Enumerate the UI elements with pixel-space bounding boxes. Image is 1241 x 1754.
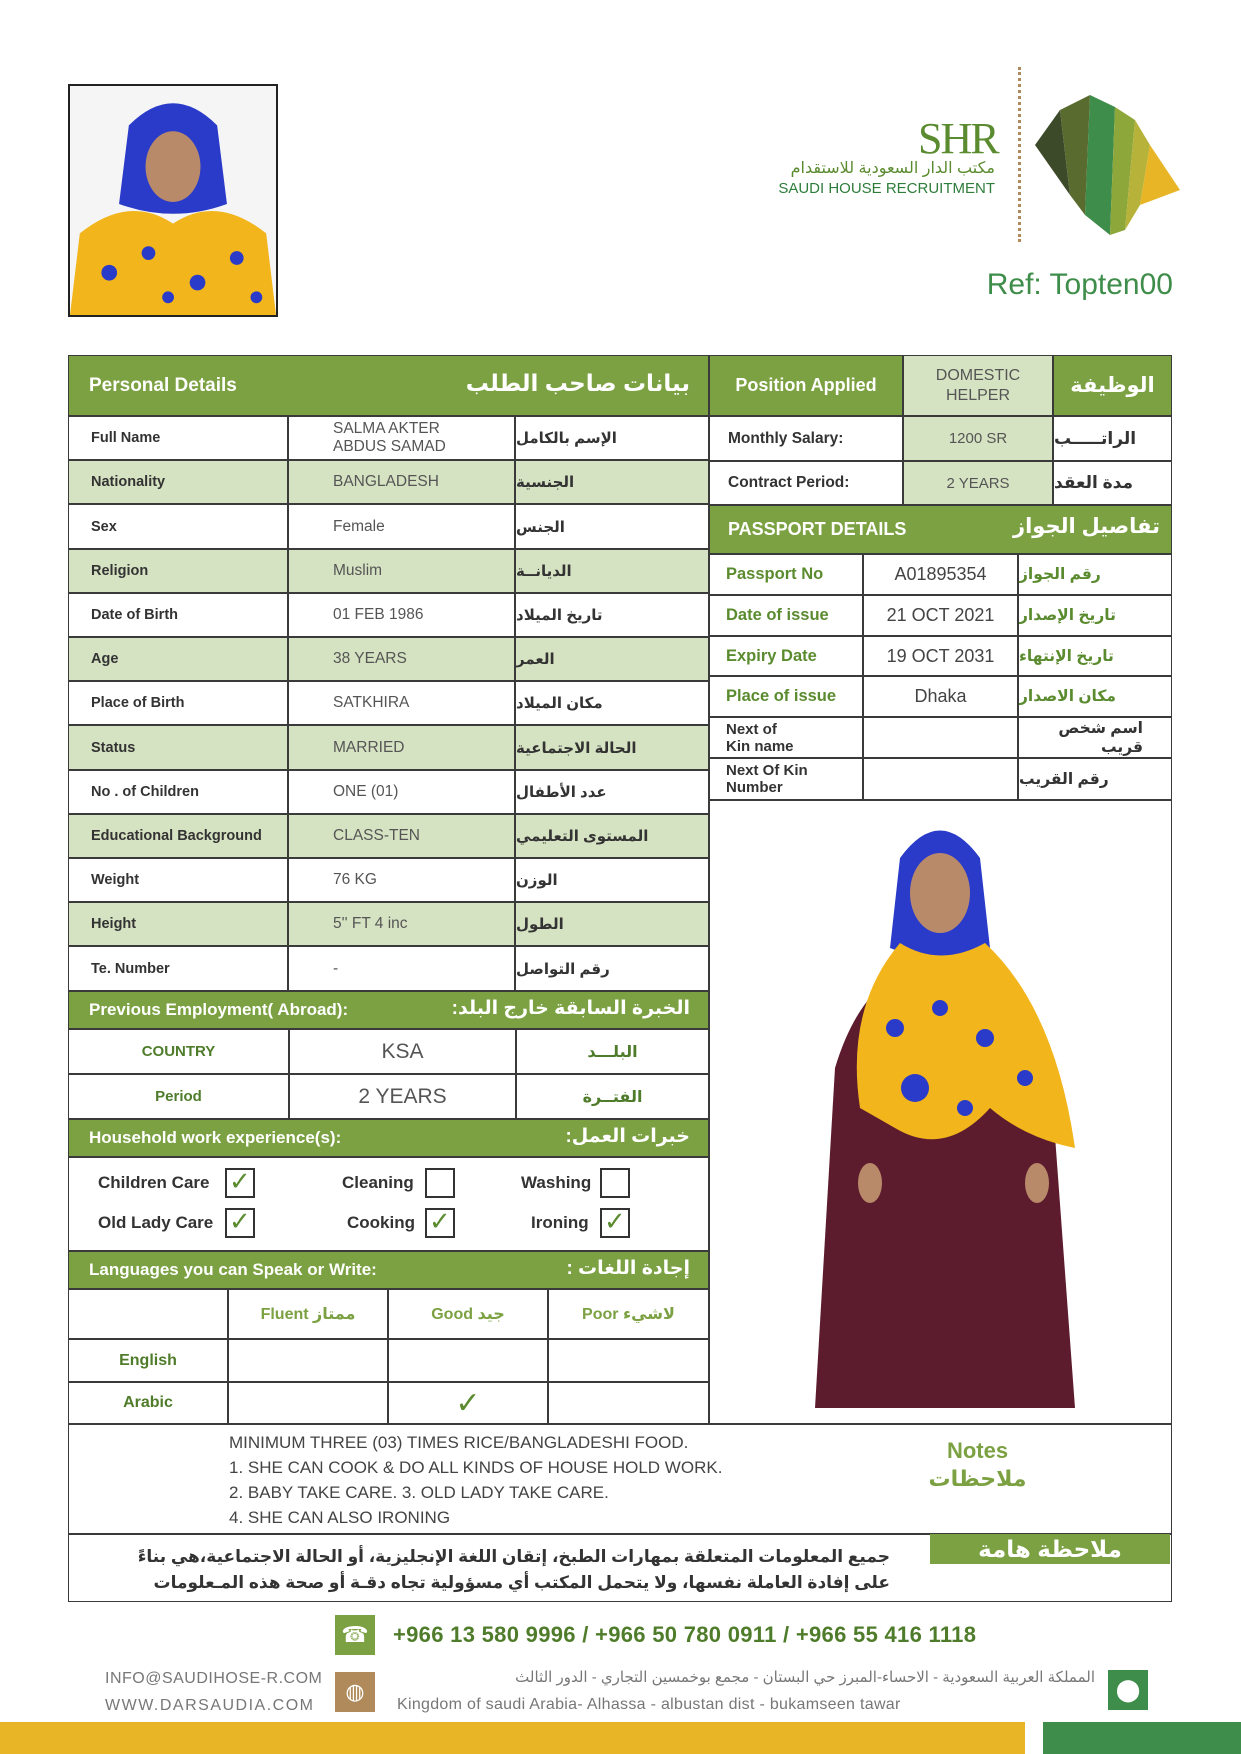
employment-header-ar: الخبرة السابقة خارج البلد: [451, 998, 690, 1019]
language-level-header: Good جيد [388, 1289, 548, 1339]
employment-field-ar: البلـــد [516, 1029, 709, 1074]
personal-field-ar: تاريخ الميلاد [515, 593, 709, 637]
position-applied-label: Position Applied [709, 355, 903, 416]
logo-monogram: SHR [918, 114, 998, 163]
passport-field-label: Next Of Kin Number [709, 758, 863, 800]
checkmark-icon: ✓ [429, 1206, 451, 1236]
logo-divider [1018, 67, 1022, 242]
globe-icon: ◍ [335, 1672, 375, 1712]
passport-field-ar: تاريخ الإصدار [1018, 595, 1172, 636]
phone-numbers[interactable]: +966 13 580 9996 / +966 50 780 0911 / +966 55 416 1118 [393, 1622, 977, 1647]
passport-field-ar: مكان الاصدار [1018, 676, 1172, 717]
personal-field-label: Age [68, 637, 288, 681]
notes-line: 4. SHE CAN ALSO IRONING [229, 1508, 451, 1527]
applicant-full-body-photo [775, 808, 1105, 1414]
personal-field-label: Height [68, 902, 288, 946]
passport-field-value: 19 OCT 2031 [863, 636, 1018, 676]
personal-field-ar: الجنسية [515, 460, 709, 504]
notes-line: 1. SHE CAN COOK & DO ALL KINDS OF HOUSE HOLD WORK. [229, 1458, 723, 1477]
language-level-cell[interactable] [228, 1339, 388, 1382]
personal-field-ar: المستوى التعليمي [515, 814, 709, 858]
personal-field-ar: العمر [515, 637, 709, 681]
personal-field-ar: مكان الميلاد [515, 681, 709, 725]
personal-field-value: 01 FEB 1986 [288, 593, 515, 637]
personal-field-ar: الوزن [515, 858, 709, 902]
location-pin-icon: ⬤ [1108, 1670, 1148, 1710]
applicant-portrait-photo [68, 84, 278, 317]
employment-field-label: Period [68, 1074, 289, 1119]
position-applied-ar: الوظيفة [1053, 355, 1172, 416]
reference-number: Ref: Topten00 [986, 268, 1173, 301]
passport-field-label: Next of Kin name [709, 717, 863, 758]
personal-field-ar: الإسم بالكامل [515, 416, 709, 460]
personal-field-label: Nationality [68, 460, 288, 504]
notes-line: 2. BABY TAKE CARE. 3. OLD LADY TAKE CARE. [229, 1483, 609, 1502]
language-name: English [68, 1339, 228, 1382]
notes-label-en: Notes [946, 1438, 1009, 1463]
passport-field-value [863, 717, 1018, 758]
passport-field-value: A01895354 [863, 554, 1018, 595]
monthly-salary-ar: الراتـــــب [1053, 416, 1172, 461]
email-link[interactable]: INFO@SAUDIHOSE-R.COM [105, 1670, 323, 1687]
personal-field-ar: الديانــة [515, 549, 709, 593]
personal-field-label: Te. Number [68, 946, 288, 991]
language-corner-cell [68, 1289, 228, 1339]
passport-header-ar: تفاصيل الجواز [1013, 515, 1160, 538]
contract-period-value: 2 YEARS [903, 461, 1053, 505]
company-logo [778, 65, 1180, 245]
personal-field-ar: الطول [515, 902, 709, 946]
logo-arabic-name: مكتب الدار السعودية للاستقدام [790, 160, 995, 177]
contract-period-label: Contract Period: [709, 461, 903, 505]
language-level-header: Fluent ممتاز [228, 1289, 388, 1339]
languages-header-ar: إجادة اللغات : [566, 1258, 690, 1279]
language-level-cell[interactable] [228, 1382, 388, 1424]
passport-field-ar: تاريخ الإنتهاء [1018, 636, 1172, 676]
passport-field-ar: اسم شخص قريب [1018, 717, 1172, 758]
passport-field-ar: رقم القريب [1018, 758, 1172, 800]
household-header-en: Household work experience(s): [89, 1128, 342, 1147]
personal-field-label: Weight [68, 858, 288, 902]
language-level-cell[interactable] [388, 1339, 548, 1382]
employment-header-en: Previous Employment( Abroad): [89, 1000, 349, 1019]
personal-field-value: 38 YEARS [288, 637, 515, 681]
household-header-ar: خبرات العمل: [565, 1126, 690, 1147]
personal-field-label: Place of Birth [68, 681, 288, 725]
household-item-label: Cleaning [342, 1173, 414, 1192]
employment-field-label: COUNTRY [68, 1029, 289, 1074]
personal-field-ar: الجنس [515, 504, 709, 549]
monthly-salary-value: 1200 SR [903, 416, 1053, 461]
checkmark-icon: ✓ [455, 1386, 481, 1420]
language-level-cell[interactable] [388, 1382, 548, 1424]
personal-field-value: 76 KG [288, 858, 515, 902]
personal-field-value: ONE (01) [288, 770, 515, 814]
household-checkbox[interactable] [600, 1168, 630, 1198]
household-item-label: Old Lady Care [98, 1213, 214, 1232]
checkmark-icon: ✓ [604, 1206, 626, 1236]
personal-field-label: Educational Background [68, 814, 288, 858]
important-note-title: ملاحظة هامة [930, 1534, 1170, 1564]
language-level-header: Poor لاشيء [548, 1289, 709, 1339]
footer-yellow-bar [0, 1722, 1025, 1754]
personal-field-value: 5'' FT 4 inc [288, 902, 515, 946]
household-checkbox[interactable] [425, 1208, 455, 1238]
languages-header-en: Languages you can Speak or Write: [89, 1260, 377, 1279]
passport-field-label: Passport No [709, 554, 863, 595]
household-item-label: Children Care [98, 1173, 210, 1192]
checkmark-icon: ✓ [229, 1166, 251, 1196]
personal-field-ar: رقم التواصل [515, 946, 709, 991]
language-level-cell[interactable] [548, 1339, 709, 1382]
personal-field-label: Date of Birth [68, 593, 288, 637]
important-note-text [75, 1544, 890, 1596]
personal-field-value: SALMA AKTER ABDUS SAMAD [288, 416, 515, 460]
household-item-label: Ironing [531, 1213, 589, 1232]
language-name: Arabic [68, 1382, 228, 1424]
household-item-label: Washing [521, 1173, 592, 1192]
personal-field-label: No . of Children [68, 770, 288, 814]
household-item-label: Cooking [347, 1213, 415, 1232]
personal-field-value: Muslim [288, 549, 515, 593]
personal-field-label: Status [68, 725, 288, 770]
personal-field-value: Female [288, 504, 515, 549]
passport-field-ar: رقم الجواز [1018, 554, 1172, 595]
address-arabic: المملكة العربية السعودية - الاحساء-المبرز حي البستان - مجمع بوخمسين التجاري - الدور الثالث [515, 1669, 1095, 1686]
position-applied-value: DOMESTIC HELPER [903, 355, 1053, 416]
employment-field-value: KSA [289, 1029, 516, 1074]
household-checkbox[interactable] [225, 1208, 255, 1238]
employment-field-ar: الفتــرة [516, 1074, 709, 1119]
address-english: Kingdom of saudi Arabia- Alhassa - albustan dist - bukamseen tawar [397, 1696, 901, 1713]
personal-field-label: Religion [68, 549, 288, 593]
language-level-cell[interactable] [548, 1382, 709, 1424]
personal-field-label: Full Name [68, 416, 288, 460]
personal-field-value: CLASS-TEN [288, 814, 515, 858]
personal-field-ar: الحالة الاجتماعية [515, 725, 709, 770]
contract-period-ar: مدة العقد [1053, 461, 1172, 505]
important-note-line: جميع المعلومات المتعلقة بمهارات الطبخ، إتقان اللغة الإنجليزية، أو الحالة الاجتماعية،هي بناءً [137, 1547, 890, 1566]
passport-field-label: Expiry Date [709, 636, 863, 676]
notes-label-ar: ملاحظات [928, 1466, 1027, 1491]
passport-field-label: Place of issue [709, 676, 863, 717]
passport-field-value [863, 758, 1018, 800]
monthly-salary-label: Monthly Salary: [709, 416, 903, 461]
passport-field-label: Date of issue [709, 595, 863, 636]
personal-field-value: BANGLADESH [288, 460, 515, 504]
passport-header-en: PASSPORT DETAILS [728, 519, 907, 539]
personal-field-value: MARRIED [288, 725, 515, 770]
personal-field-ar: عدد الأطفال [515, 770, 709, 814]
checkmark-icon: ✓ [229, 1206, 251, 1236]
phone-icon: ☎ [335, 1615, 375, 1655]
household-checkbox[interactable] [225, 1168, 255, 1198]
personal-header-ar: بيانات صاحب الطلب [465, 370, 690, 396]
passport-field-value: 21 OCT 2021 [863, 595, 1018, 636]
saudi-map-mark-icon [1030, 85, 1180, 245]
employment-field-value: 2 YEARS [289, 1074, 516, 1119]
personal-field-label: Sex [68, 504, 288, 549]
personal-field-value: - [288, 946, 515, 991]
personal-field-value: SATKHIRA [288, 681, 515, 725]
household-checkbox[interactable] [425, 1168, 455, 1198]
footer-green-bar [1043, 1722, 1241, 1754]
notes-text [229, 1430, 909, 1530]
household-checkbox[interactable] [600, 1208, 630, 1238]
logo-english-name: SAUDI HOUSE RECRUITMENT [778, 180, 995, 197]
important-note-line: على إفادة العاملة نفسها، ولا يتحمل المكتب أي مسؤولية تجاه دقـة أو صحة هذه المـعلومات [153, 1573, 890, 1592]
website-link[interactable]: WWW.DARSAUDIA.COM [105, 1697, 315, 1714]
notes-line: MINIMUM THREE (03) TIMES RICE/BANGLADESHI FOOD. [229, 1433, 689, 1452]
passport-field-value: Dhaka [863, 676, 1018, 717]
personal-header-en: Personal Details [89, 374, 237, 396]
